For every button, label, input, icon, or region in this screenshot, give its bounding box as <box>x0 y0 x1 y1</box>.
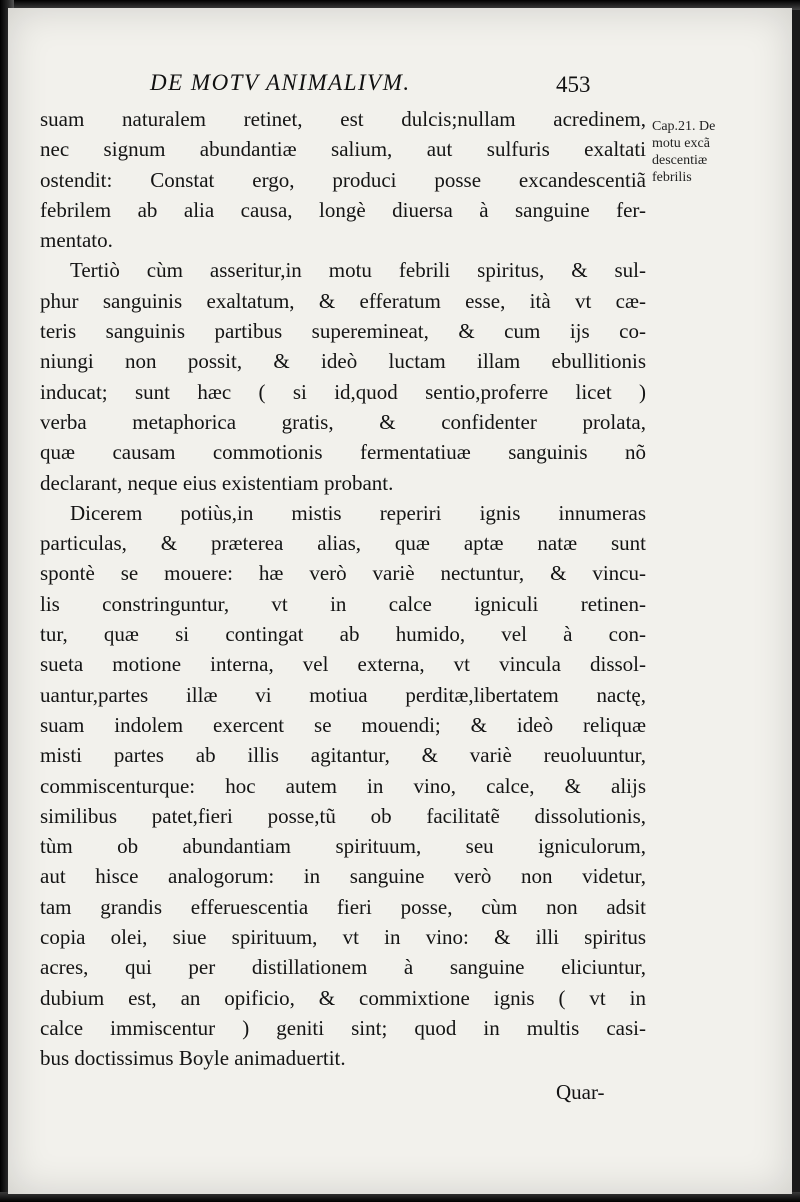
text-line: tùm ob abundantiam spirituum, seu igniculorum, <box>40 834 646 859</box>
text-line: bus doctissimus Boyle animaduertit. <box>40 1046 346 1071</box>
text-line: suam indolem exercent se mouendi; & ideò reliquæ <box>40 712 646 737</box>
margin-note-line: febrilis <box>652 170 692 185</box>
text-line: copia olei, siue spirituum, vt in vino: & illi spiritus <box>40 925 646 950</box>
paragraph-start-line: Tertiò cùm asseritur,in motu febrili spiritus, & sul- <box>70 258 646 283</box>
margin-note-line: Cap.21. De <box>652 119 716 134</box>
text-line: suam naturalem retinet, est dulcis;nullam acredinem, <box>40 107 646 131</box>
text-line: uantur,partes illæ vi motiua perditæ,libertatem nactę, <box>40 682 646 707</box>
text-line: particulas, & præterea alias, quæ aptæ natæ sunt <box>40 531 646 556</box>
text-line: commiscenturque: hoc autem in vino, calce, & alijs <box>40 773 646 798</box>
catchword: Quar- <box>556 1080 605 1104</box>
text-line: declarant, neque eius existentiam probant. <box>40 470 394 495</box>
text-line: dubium est, an opificio, & commixtione ignis ( vt in <box>40 985 646 1010</box>
text-line: ostendit: Constat ergo, produci posse excandescentiã <box>40 167 646 192</box>
text-line: nec signum abundantiæ salium, aut sulfuris exaltati <box>40 137 646 162</box>
text-line: quæ causam commotionis fermentatiuæ sanguinis nõ <box>40 440 646 465</box>
margin-note-line: descentiæ <box>652 153 708 168</box>
text-line: teris sanguinis partibus superemineat, & cum ijs co- <box>40 319 646 344</box>
text-line: misti partes ab illis agitantur, & variè reuoluuntur, <box>40 743 646 768</box>
text-line: similibus patet,fieri posse,tũ ob facilitatẽ dissolutionis, <box>40 803 646 828</box>
text-line: spontè se mouere: hæ verò variè nectuntur, & vincu- <box>40 561 646 586</box>
page-number: 453 <box>556 72 591 97</box>
text-line: verba metaphorica gratis, & confidenter prolata, <box>40 409 646 434</box>
text-line: niungi non possit, & ideò luctam illam ebullitionis <box>40 349 646 374</box>
body-text <box>40 104 646 1074</box>
text-line: calce immiscentur ) geniti sint; quod in multis casi- <box>40 1015 646 1040</box>
text-line: mentato. <box>40 228 113 253</box>
paragraph-start-line: Dicerem potiùs,in mistis reperiri ignis innumeras <box>70 500 646 525</box>
text-line: acres, qui per distillationem à sanguine eliciuntur, <box>40 955 646 980</box>
text-line: lis constringuntur, vt in calce igniculi retinen- <box>40 591 646 616</box>
text-line: phur sanguinis exaltatum, & efferatum esse, ità vt cæ- <box>40 288 646 313</box>
text-line: tam grandis efferuescentia fieri posse, cùm non adsit <box>40 894 646 919</box>
margin-note-line: motu excã <box>652 136 710 151</box>
running-head: DE MOTV ANIMALIVM. <box>150 70 411 95</box>
text-line: sueta motione interna, vel externa, vt vincula dissol- <box>40 652 646 677</box>
text-line: aut hisce analogorum: in sanguine verò non videtur, <box>40 864 646 889</box>
margin-note <box>652 118 764 186</box>
text-line: inducat; sunt hæc ( si id,quod sentio,proferre licet ) <box>40 379 646 404</box>
text-line: tur, quæ si contingat ab humido, vel à con- <box>40 622 646 647</box>
text-line: febrilem ab alia causa, longè diuersa à sanguine fer- <box>40 197 646 222</box>
